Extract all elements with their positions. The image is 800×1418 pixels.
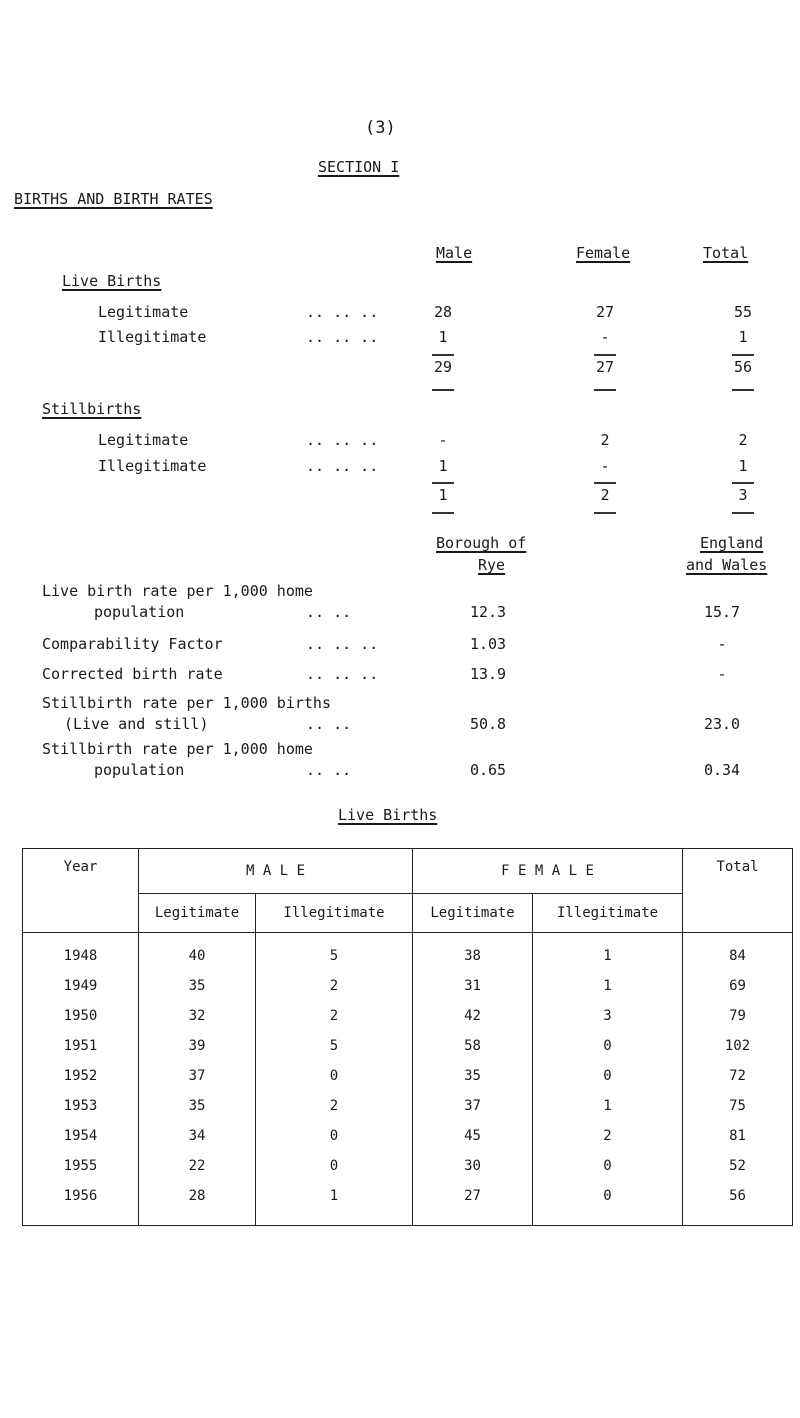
col-total: Total <box>703 244 749 262</box>
cell-total: 72 <box>683 1061 793 1091</box>
cell-male-legitimate: 35 <box>139 1091 256 1121</box>
cell-female-illegitimate: 1 <box>533 1091 683 1121</box>
cell-male-illegitimate: 5 <box>256 933 413 972</box>
section-heading: SECTION I <box>318 158 400 176</box>
table-row <box>23 1001 793 1031</box>
cell-male-illegitimate: 0 <box>256 1061 413 1091</box>
cell-year: 1953 <box>23 1091 139 1121</box>
col-borough-line1: Borough of <box>436 534 527 552</box>
cell-male-illegitimate: 0 <box>256 1121 413 1151</box>
cell-female-legitimate: 58 <box>413 1031 533 1061</box>
cell-female-illegitimate: 1 <box>533 933 683 972</box>
rule <box>732 482 754 484</box>
header-total: Total <box>683 849 793 933</box>
header-male-illegitimate: Illegitimate <box>256 894 413 933</box>
rule <box>432 389 454 391</box>
rule <box>732 354 754 356</box>
cell-male-illegitimate: 1 <box>256 1181 413 1226</box>
col-england-line1: England <box>700 534 764 552</box>
cell-female-illegitimate: 3 <box>533 1001 683 1031</box>
rule <box>594 512 616 514</box>
cell-male-legitimate: 37 <box>139 1061 256 1091</box>
rule <box>594 482 616 484</box>
cell-total: 69 <box>683 971 793 1001</box>
cell-total: 84 <box>683 933 793 972</box>
cell-male-legitimate: 35 <box>139 971 256 1001</box>
cell-female-legitimate: 35 <box>413 1061 533 1091</box>
cell-male-illegitimate: 5 <box>256 1031 413 1061</box>
table-row <box>23 1181 793 1226</box>
cell-male-legitimate: 40 <box>139 933 256 972</box>
live-births-heading: Live Births <box>62 272 162 290</box>
cell-female-illegitimate: 0 <box>533 1151 683 1181</box>
header-female-legitimate: Legitimate <box>413 894 533 933</box>
cell-total: 52 <box>683 1151 793 1181</box>
cell-total: 102 <box>683 1031 793 1061</box>
cell-male-legitimate: 34 <box>139 1121 256 1151</box>
rule <box>732 389 754 391</box>
stillbirths-heading: Stillbirths <box>42 400 142 418</box>
col-female: Female <box>576 244 631 262</box>
cell-year: 1956 <box>23 1181 139 1226</box>
live-births-table <box>22 848 793 1226</box>
cell-total: 75 <box>683 1091 793 1121</box>
table-row <box>23 933 793 972</box>
cell-male-illegitimate: 2 <box>256 971 413 1001</box>
col-male: Male <box>436 244 473 262</box>
cell-female-legitimate: 45 <box>413 1121 533 1151</box>
header-year: Year <box>23 849 139 933</box>
cell-year: 1952 <box>23 1061 139 1091</box>
cell-female-illegitimate: 0 <box>533 1031 683 1061</box>
cell-total: 79 <box>683 1001 793 1031</box>
cell-male-illegitimate: 0 <box>256 1151 413 1181</box>
cell-female-legitimate: 37 <box>413 1091 533 1121</box>
rule <box>732 512 754 514</box>
page-number: (3) <box>365 118 396 138</box>
rule <box>432 512 454 514</box>
cell-female-legitimate: 31 <box>413 971 533 1001</box>
cell-year: 1954 <box>23 1121 139 1151</box>
col-borough-line2: Rye <box>478 556 506 574</box>
rule <box>594 389 616 391</box>
header-male-legitimate: Legitimate <box>139 894 256 933</box>
cell-male-legitimate: 39 <box>139 1031 256 1061</box>
cell-female-legitimate: 27 <box>413 1181 533 1226</box>
cell-male-legitimate: 32 <box>139 1001 256 1031</box>
cell-total: 81 <box>683 1121 793 1151</box>
main-heading: BIRTHS AND BIRTH RATES <box>14 190 213 208</box>
cell-year: 1951 <box>23 1031 139 1061</box>
table-row <box>23 1091 793 1121</box>
table-row <box>23 1151 793 1181</box>
cell-year: 1955 <box>23 1151 139 1181</box>
cell-male-legitimate: 22 <box>139 1151 256 1181</box>
cell-female-legitimate: 42 <box>413 1001 533 1031</box>
cell-male-illegitimate: 2 <box>256 1091 413 1121</box>
header-female: F E M A L E <box>413 849 683 894</box>
table-title: Live Births <box>338 806 438 824</box>
table-row <box>23 971 793 1001</box>
cell-female-illegitimate: 0 <box>533 1061 683 1091</box>
header-male: M A L E <box>139 849 413 894</box>
rule <box>432 354 454 356</box>
rule <box>432 482 454 484</box>
cell-female-legitimate: 30 <box>413 1151 533 1181</box>
col-england-line2: and Wales <box>686 556 768 574</box>
cell-year: 1949 <box>23 971 139 1001</box>
cell-year: 1950 <box>23 1001 139 1031</box>
cell-female-illegitimate: 0 <box>533 1181 683 1226</box>
cell-male-illegitimate: 2 <box>256 1001 413 1031</box>
cell-female-illegitimate: 1 <box>533 971 683 1001</box>
header-female-illegitimate: Illegitimate <box>533 894 683 933</box>
table-row <box>23 1121 793 1151</box>
table-row <box>23 1031 793 1061</box>
table-row <box>23 1061 793 1091</box>
cell-year: 1948 <box>23 933 139 972</box>
rule <box>594 354 616 356</box>
cell-male-legitimate: 28 <box>139 1181 256 1226</box>
cell-female-legitimate: 38 <box>413 933 533 972</box>
cell-total: 56 <box>683 1181 793 1226</box>
cell-female-illegitimate: 2 <box>533 1121 683 1151</box>
